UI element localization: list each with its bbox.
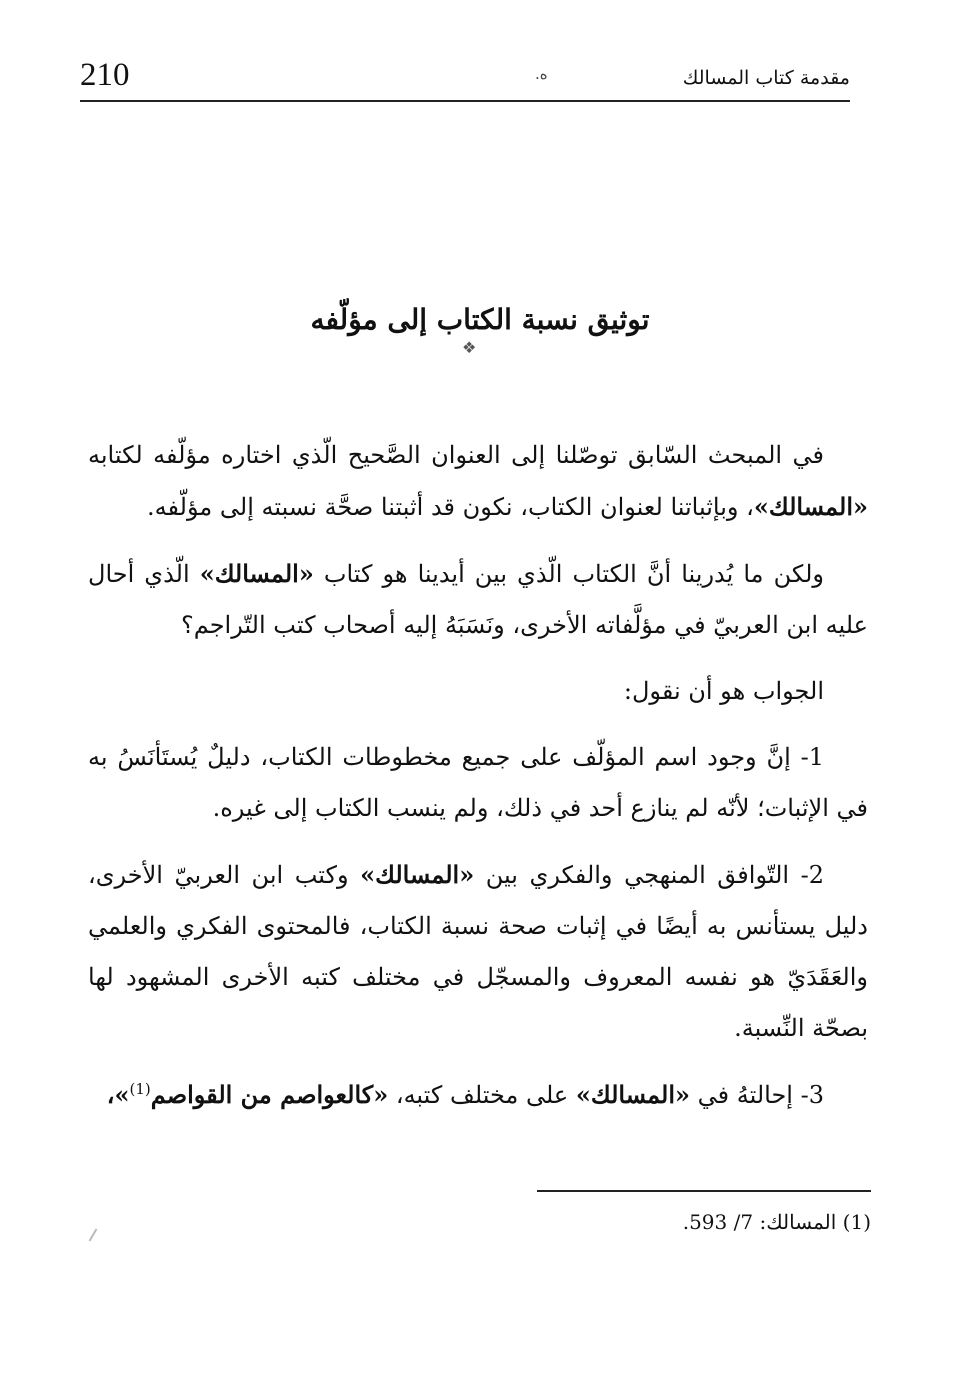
- page-number: 210: [80, 57, 130, 93]
- paragraph-2: [88, 548, 868, 651]
- list-item-2: [88, 849, 868, 1054]
- body-text: [88, 430, 868, 1136]
- paragraph-2-book-title: «المسالك»: [199, 559, 314, 588]
- paragraph-2-text-a: ولكن ما يُدرينا أنَّ الكتاب الّذي بين أيدينا هو كتاب: [313, 560, 824, 588]
- footnote: (1) المسالك: 7/ 593.: [682, 1210, 871, 1234]
- paragraph-1-text-b: ، وبإثباتنا لعنوان الكتاب، نكون قد أثبتنا صحَّة نسبته إلى مؤلّفه.: [147, 493, 754, 521]
- paragraph-3: الجواب هو أن نقول:: [623, 677, 824, 705]
- paragraph-2-text-b: الّذي أحال عليه ابن العربيّ في مؤلَّفاته الأخرى، ونَسَبَهُ إليه أصحاب كتب التّراجم؟: [88, 560, 868, 639]
- list-item-3-book-title: «المسالك»: [575, 1080, 690, 1109]
- list-item-3-text-a: 3- إحالتهُ في: [690, 1081, 824, 1109]
- header-rule: [80, 100, 850, 102]
- paragraph-1-book-title: «المسالك»: [753, 492, 868, 521]
- footnote-reference[interactable]: (1): [129, 1080, 151, 1098]
- paragraph-1-text-a: في المبحث السّابق توصّلنا إلى العنوان الصَّحيح الّذي اختاره مؤلّفه لكتابه: [88, 441, 824, 469]
- list-item-1: 1- إنَّ وجود اسم المؤلّف على جميع مخطوطات الكتاب، دليلٌ يُستَأنَسُ به في الإثبات؛ لأنّه لم ينازع أحد في ذلك، ولم ينسب الكتاب إلى غيره.: [88, 743, 868, 822]
- list-item-2-text-a: 2- التّوافق المنهجي والفكري بين: [474, 861, 825, 889]
- paragraph-1: [88, 430, 868, 533]
- title-ornament-icon: ❖: [462, 338, 477, 357]
- running-title: مقدمة كتاب المسالك: [682, 67, 850, 89]
- list-item-3-text-b: على مختلف كتبه،: [388, 1081, 576, 1109]
- list-item-2-text-b: وكتب ابن العربيّ الأخرى، دليل يستأنس به أيضًا في إثبات صحة نسبة الكتاب، فالمحتوى الفكري والعلمي والعَقَدَيّ هو نفسه المعروف والمسجّل في مختلف كتبه الأخرى المشهود لها بصحّة النِّسبة.: [88, 861, 868, 1042]
- list-item-3: [88, 1069, 868, 1121]
- page-header: [80, 55, 850, 99]
- header-mark: ه.: [535, 65, 548, 83]
- footnote-rule: [537, 1190, 871, 1192]
- list-item-2-book-title: «المسالك»: [360, 860, 475, 889]
- scan-speck: [89, 1228, 98, 1241]
- list-item-3-cited-book: «كالعواصم من القواصم: [150, 1080, 389, 1109]
- section-title: توثيق نسبة الكتاب إلى مؤلّفه: [310, 303, 650, 336]
- list-item-3-text-c: »،: [106, 1080, 130, 1109]
